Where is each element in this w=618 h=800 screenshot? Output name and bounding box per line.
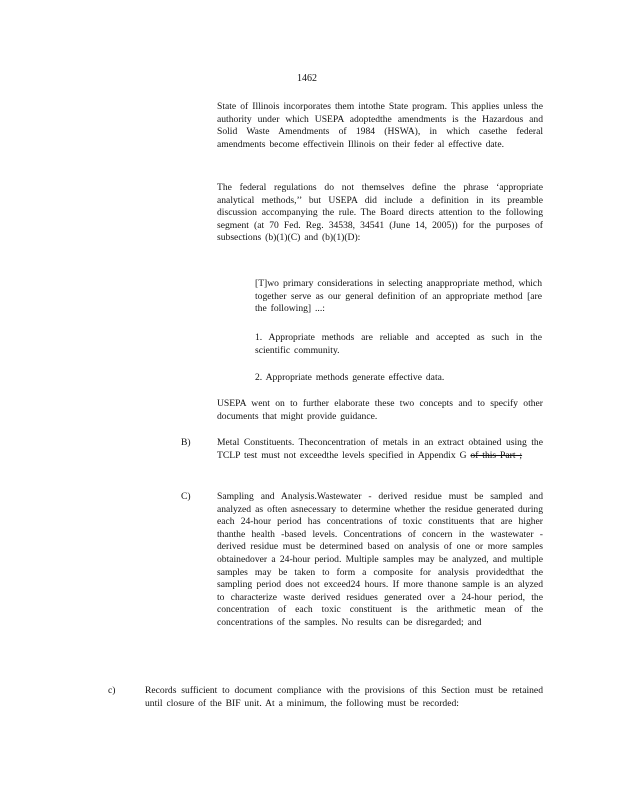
item-b-appendix: G	[459, 449, 467, 461]
item-c-text: Sampling and Analysis.Wastewater - derived residue must be sampled and analyzed as often asnecessary to determine whether the residue generated during each 24-hour period has concentrations of toxic constituents that are higher thanthe health -based levels. Concentrations of concern in the wastewater -derived residue must be determined based on analysis of one or more samples obtainedover a 24-hour period. Multiple samples may be analyzed, and multiple samples may be taken to form a composite for analysis providedthat the sampling period does not exceed24 hours. If more thanone sample is an alyzed to characterize waste derived residues generated over a 24-hour period, the concentration of each toxic constituent is the arithmetic mean of the concentrations of the samples. No results can be disregarded; and	[217, 491, 543, 628]
paragraph-usepa-elaboration: USEPA went on to further elaborate these two concepts and to specify other documents that might provide guidance.	[217, 398, 543, 422]
item-c-lower-label: c)	[108, 685, 116, 696]
item-b-text	[217, 437, 543, 462]
item-b-body: Metal Constituents. Theconcentration of metals in an extract obtained using the TCLP test must not exceedthe levels specified in Appendix	[217, 437, 543, 461]
quote-reliable-methods: 1. Appropriate methods are reliable and accepted as such in the scientific community.	[255, 332, 542, 356]
paragraph-federal-regulations: The federal regulations do not themselves define the phrase ‘appropriate analytical methods,’’ but USEPA did include a definition in its preamble discussion accompanying the rule. The Board directs attention to the following segment (at 70 Fed. Reg. 34538, 34541 (June 14, 2005)) for the purposes of subsections (b)(1)(C) and (b)(1)(D):	[217, 182, 543, 244]
item-c-label: C)	[181, 491, 191, 502]
quote-primary-considerations: [T]wo primary considerations in selecting anappropriate method, which together serve as our general definition of an appropriate method [are the following] ...:	[255, 278, 542, 315]
item-b-struck-text: of this Part ;	[470, 449, 523, 461]
item-b-label: B)	[181, 437, 191, 448]
paragraph-state-incorporation: State of Illinois incorporates them intothe State program. This applies unless the authority under which USEPA adoptedthe amendments is the Hazardous and Solid Waste Amendments of 1984 (HSWA), in which casethe federal amendments become effectivein Illinois on their feder al effective date.	[217, 101, 543, 150]
quote-effective-data: 2. Appropriate methods generate effective data.	[255, 372, 445, 383]
page-number: 1462	[297, 73, 317, 84]
item-c-lower-text: Records sufficient to document compliance with the provisions of this Section must be retained until closure of the BIF unit. At a minimum, the following must be recorded:	[145, 685, 543, 709]
